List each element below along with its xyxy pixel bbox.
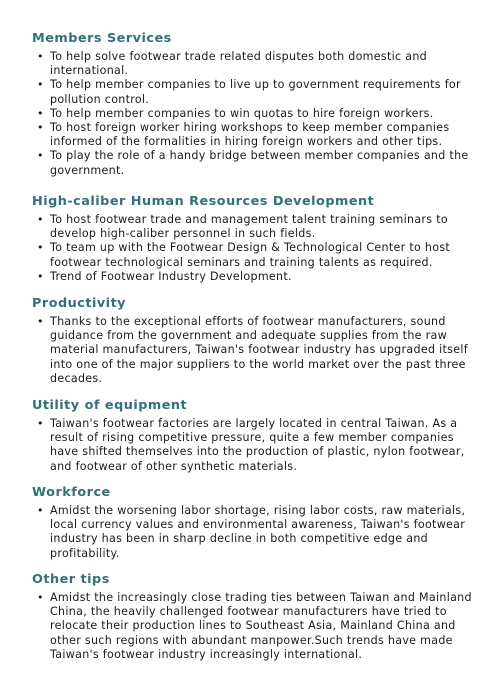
list-item: • To team up with the Footwear Design & Technological Center to host footwear technological seminars and training talents as required. <box>32 241 472 269</box>
list-item: • Thanks to the exceptional efforts of footwear manufacturers, sound guidance from the government and adequate supplies from the raw material manufacturers, Taiwan's footwear industry has upgraded itself into one of the major suppliers to the world market over the past three decades. <box>32 315 472 386</box>
bullet-list <box>32 417 472 474</box>
section-heading: Workforce <box>32 485 111 500</box>
section-heading: Other tips <box>32 572 110 587</box>
list-item: • Amidst the worsening labor shortage, rising labor costs, raw materials, local currency values and environmental awareness, Taiwan's footwear industry has been in sharp decline in both competitive edge and profitability. <box>32 504 472 561</box>
section-other-tips <box>32 572 472 662</box>
section-human-resources <box>32 194 472 284</box>
list-item: • To help solve footwear trade related disputes both domestic and international. <box>32 50 472 78</box>
bullet-list <box>32 50 472 178</box>
section-members-services <box>32 31 472 178</box>
section-productivity <box>32 296 472 386</box>
list-item: • To help member companies to win quotas to hire foreign workers. <box>32 107 472 121</box>
section-utility-of-equipment <box>32 398 472 474</box>
bullet-list <box>32 213 472 284</box>
section-workforce <box>32 485 472 561</box>
bullet-list <box>32 504 472 561</box>
section-heading: Members Services <box>32 31 172 46</box>
section-heading: Utility of equipment <box>32 398 188 413</box>
list-item: • Taiwan's footwear factories are largely located in central Taiwan. As a result of rising competitive pressure, quite a few member companies have shifted themselves into the production of plastic, nylon footwear, and footwear of other synthetic materials. <box>32 417 472 474</box>
list-item: • To play the role of a handy bridge between member companies and the government. <box>32 149 472 177</box>
list-item: • To help member companies to live up to government requirements for pollution control. <box>32 78 472 106</box>
list-item: • Amidst the increasingly close trading ties between Taiwan and Mainland China, the heavily challenged footwear manufacturers have tried to relocate their production lines to Southeast Asia, Mainland China and other such regions with abundant manpower.Such trends have made Taiwan's footwear industry increasingly international. <box>32 591 472 662</box>
list-item: • To host foreign worker hiring workshops to keep member companies informed of the formalities in hiring foreign workers and other tips. <box>32 121 472 149</box>
list-item: • Trend of Footwear Industry Development. <box>32 270 472 284</box>
section-heading: High-caliber Human Resources Development <box>32 194 375 209</box>
list-item: • To host footwear trade and management talent training seminars to develop high-caliber personnel in such fields. <box>32 213 472 241</box>
bullet-list <box>32 315 472 386</box>
bullet-list <box>32 591 472 662</box>
section-heading: Productivity <box>32 296 127 311</box>
